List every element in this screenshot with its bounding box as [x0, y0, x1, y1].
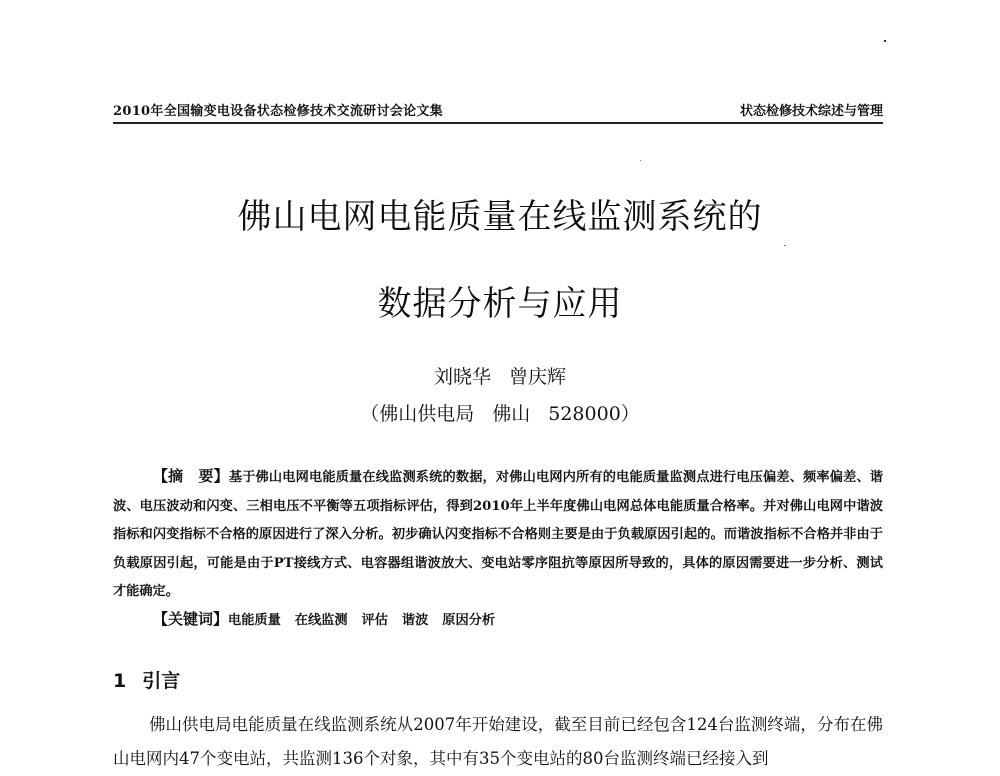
affiliation-close-paren: ） — [620, 403, 640, 425]
body-paragraph: 佛山供电局电能质量在线监测系统从2007年开始建设，截至目前已经包含124台监测终端，分布在佛山电网内47个变电站，共监测136个对象，其中有35个变电站的80台监测终端已经接入到 — [113, 715, 883, 768]
author-name: 刘晓华 — [433, 366, 491, 388]
affiliation-city: 佛山 — [492, 403, 531, 425]
scan-speck — [784, 245, 786, 246]
section-title: 引言 — [142, 670, 181, 692]
paper-title-line2: 数据分析与应用 — [377, 284, 623, 324]
keywords-label: 【关键词】 — [153, 610, 229, 628]
scan-speck — [640, 160, 641, 161]
author-name: 曾庆辉 — [509, 366, 567, 388]
keyword-item: 谐波 — [401, 613, 429, 628]
header-section-title: 状态检修技术综述与管理 — [739, 104, 883, 119]
header-proceedings-title: 2010年全国输变电设备状态检修技术交流研讨会论文集 — [113, 104, 443, 119]
abstract-label: 【摘 要】 — [153, 467, 229, 485]
keyword-item: 电能质量 — [228, 613, 281, 628]
paper-title-line1: 佛山电网电能质量在线监测系统的 — [237, 197, 763, 237]
abstract-text: 基于佛山电网电能质量在线监测系统的数据，对佛山电网内所有的电能质量监测点进行电压偏差、频率偏差、谐波、电压波动和闪变、三相电压不平衡等五项指标评估，得到2010年上半年度佛山电网总体电能质量合格率。并对佛山电网中谐波指标和闪变指标不合格的原因进行了深入分析。初步确认闪变指标不合格则主要是由于负载原因引起的。而谐波指标不合格并非由于负载原因引起，可能是由于PT接线方式、电容器组谐波放大、变电站零序阻抗等原因所导致的，具体的原因需要进一步分析、测试才能确定。 — [113, 470, 883, 599]
section-number: 1 — [113, 670, 127, 692]
affiliation-org: 佛山供电局 — [379, 403, 475, 425]
keyword-item: 在线监测 — [294, 613, 348, 628]
affiliation-postcode: 528000 — [548, 403, 621, 425]
affiliation-open-paren: （ — [360, 403, 380, 425]
keyword-item: 评估 — [361, 613, 388, 628]
keyword-item: 原因分析 — [442, 613, 496, 628]
scan-speck — [884, 40, 886, 42]
